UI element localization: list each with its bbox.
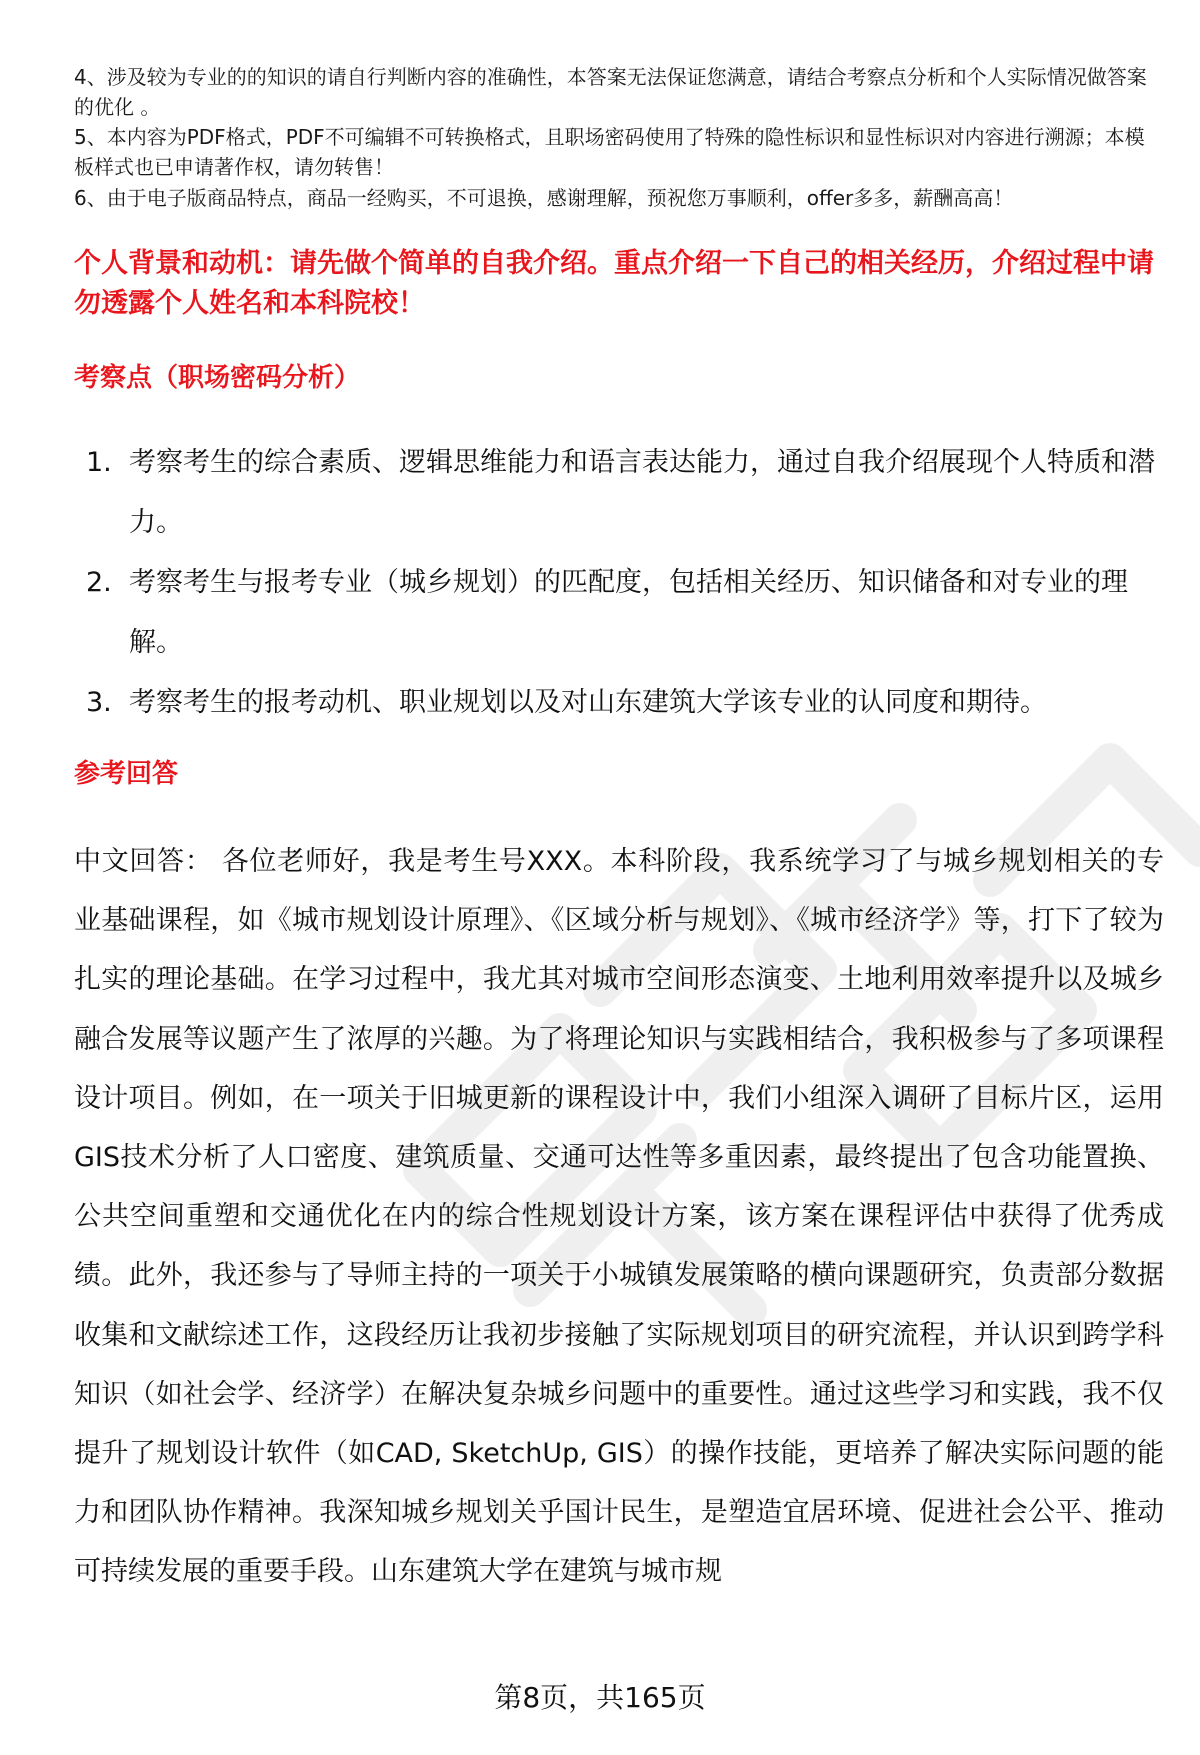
note-item-4: 4、涉及较为专业的的知识的请自行判断内容的准确性，本答案无法保证您满意，请结合考察点分析和个人实际情况做答案的优化 。 [74,65,1147,119]
answer-heading: 参考回答 [74,759,179,789]
list-number: 1. [86,447,112,478]
list-text: 考察考生的报考动机、职业规划以及对山东建筑大学该专业的认同度和期待。 [129,687,1047,718]
list-number: 3. [86,687,112,718]
list-item [74,553,1164,673]
list-item [74,433,1164,553]
points-heading: 考察点（职场密码分析） [74,363,361,393]
list-item [74,673,1164,733]
list-number: 2. [86,567,112,598]
answer-body: 中文回答： 各位老师好，我是考生号XXX。本科阶段，我系统学习了与城乡规划相关的专业基础课程，如《城市规划设计原理》、《区域分析与规划》、《城市经济学》等，打下了较为扎实的理论基础。在学习过程中，我尤其对城市空间形态演变、土地利用效率提升以及城乡融合发展等议题产生了浓厚的兴趣。为了将理论知识与实践相结合，我积极参与了多项课程设计项目。例如，在一项关于旧城更新的课程设计中，我们小组深入调研了目标片区，运用GIS技术分析了人口密度、建筑质量、交通可达性等多重因素，最终提出了包含功能置换、公共空间重塑和交通优化在内的综合性规划设计方案，该方案在课程评估中获得了优秀成绩。此外，我还参与了导师主持的一项关于小城镇发展策略的横向课题研究，负责部分数据收集和文献综述工作，这段经历让我初步接触了实际规划项目的研究流程，并认识到跨学科知识（如社会学、经济学）在解决复杂城乡问题中的重要性。通过这些学习和实践，我不仅提升了规划设计软件（如CAD, SketchUp, GIS）的操作技能，更培养了解决实际问题的能力和团队协作精神。我深知城乡规划关乎国计民生，是塑造宜居环境、促进社会公平、推动可持续发展的重要手段。山东建筑大学在建筑与城市规 [74,846,1164,1588]
notes-block [74,62,1164,213]
interview-question: 个人背景和动机：请先做个简单的自我介绍。重点介绍一下自己的相关经历，介绍过程中请勿透露个人姓名和本科院校！ [74,248,1154,319]
list-text: 考察考生与报考专业（城乡规划）的匹配度，包括相关经历、知识储备和对专业的理解。 [129,567,1128,658]
page-number: 第8页，共165页 [494,1681,706,1714]
points-list [74,433,1164,733]
note-item-5: 5、本内容为PDF格式，PDF不可编辑不可转换格式，且职场密码使用了特殊的隐性标识和显性标识对内容进行溯源；本模板样式也已申请著作权，请勿转售！ [74,125,1145,179]
note-item-6: 6、由于电子版商品特点，商品一经购买，不可退换，感谢理解，预祝您万事顺利，offer多多，薪酬高高！ [74,186,1014,210]
list-text: 考察考生的综合素质、逻辑思维能力和语言表达能力，通过自我介绍展现个人特质和潜力。 [129,447,1155,538]
